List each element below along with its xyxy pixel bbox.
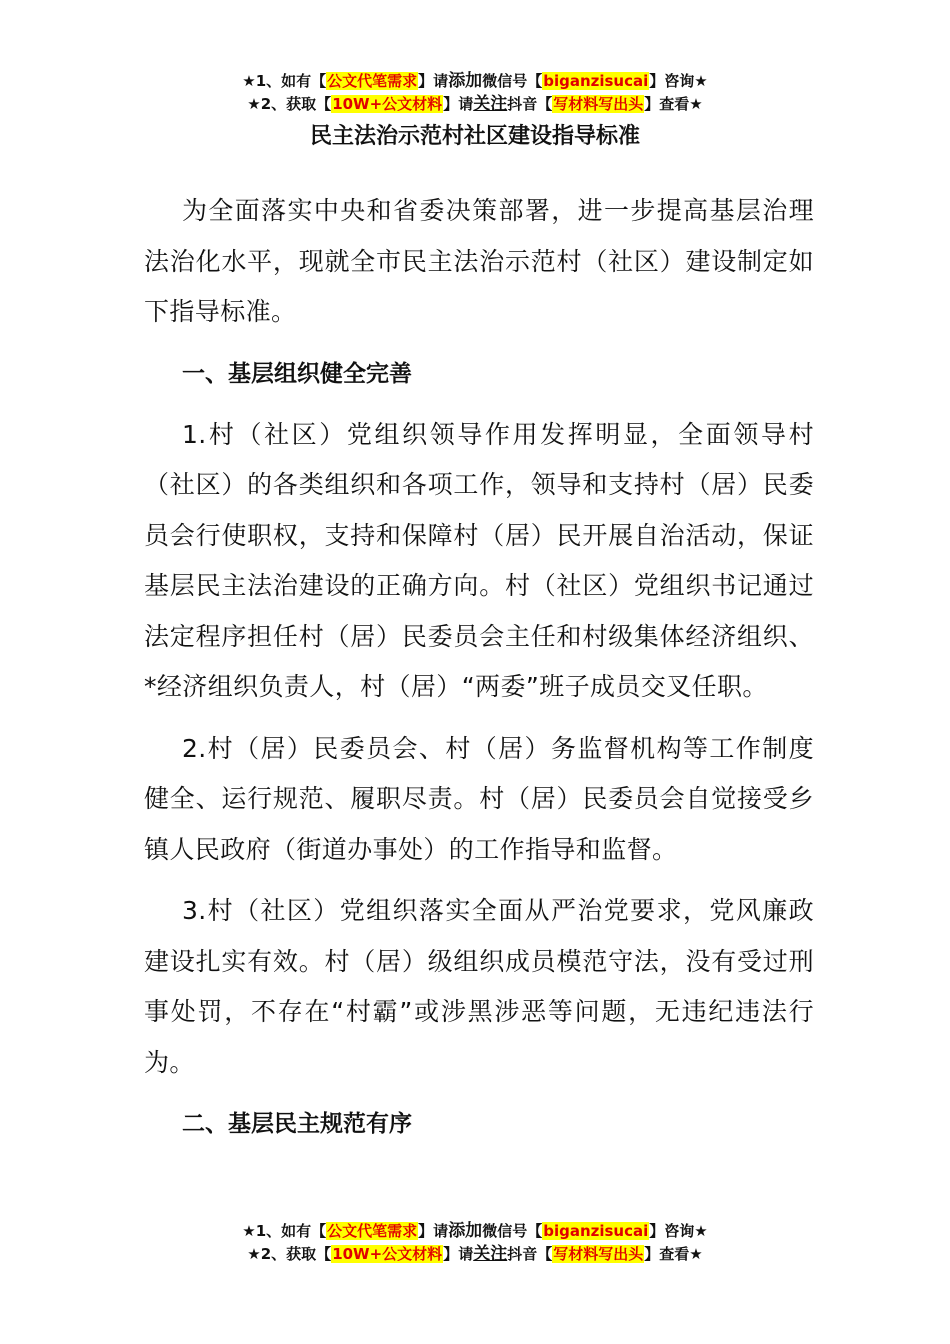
promo-highlight: 写材料写出头	[553, 95, 644, 113]
promo-highlight: biganzisucai	[543, 72, 649, 90]
promo-emphasis: 关注	[473, 1244, 508, 1264]
promo-text: 】查看★	[644, 95, 703, 113]
promo-text: 】请	[443, 1245, 474, 1263]
promo-line-2	[0, 1243, 950, 1266]
promo-text: 抖音【	[507, 95, 553, 113]
promo-banner-bottom	[0, 1220, 950, 1266]
promo-line-2	[0, 93, 950, 116]
promo-text: 】咨询★	[649, 1222, 708, 1240]
promo-banner-top	[0, 70, 950, 116]
document-title: 民主法治示范村社区建设指导标准	[309, 124, 640, 149]
promo-highlight: 公文代笔需求	[327, 72, 418, 90]
promo-text: ★1、如有【	[242, 72, 327, 90]
section-1-item-3: 3.村（社区）党组织落实全面从严治党要求，党风廉政建设扎实有效。村（居）级组织成员模范守法，没有受过刑事处罚，不存在“村霸”或涉黑涉恶等问题，无违纪违法行为。	[144, 896, 814, 1077]
section-1-item-1: 1.村（社区）党组织领导作用发挥明显，全面领导村（社区）的各类组织和各项工作，领导和支持村（居）民委员会行使职权，支持和保障村（居）民开展自治活动，保证基层民主法治建设的正确方向。村（社区）党组织书记通过法定程序担任村（居）民委员会主任和村级集体经济组织、*经济组织负责人，村（居）“两委”班子成员交叉任职。	[144, 419, 814, 701]
promo-text: 】请	[418, 72, 449, 90]
promo-highlight: 10W+公文材料	[332, 95, 443, 113]
promo-emphasis: 添加	[448, 1221, 483, 1241]
promo-text: 抖音【	[507, 1245, 553, 1263]
intro-paragraph: 为全面落实中央和省委决策部署，进一步提高基层治理法治化水平，现就全市民主法治示范村（社区）建设制定如下指导标准。	[144, 196, 814, 326]
section-1-item-2: 2.村（居）民委员会、村（居）务监督机构等工作制度健全、运行规范、履职尽责。村（居）民委员会自觉接受乡镇人民政府（街道办事处）的工作指导和监督。	[144, 733, 814, 864]
promo-text: ★2、获取【	[247, 1245, 332, 1263]
promo-text: 微信号【	[482, 72, 543, 90]
promo-text: 】查看★	[644, 1245, 703, 1263]
section-heading-1: 一、基层组织健全完善	[182, 360, 412, 387]
promo-line-1	[0, 1220, 950, 1243]
promo-text: ★2、获取【	[247, 95, 332, 113]
promo-text: ★1、如有【	[242, 1222, 327, 1240]
promo-text: 】请	[443, 95, 474, 113]
promo-text: 】请	[418, 1222, 449, 1240]
promo-text: 微信号【	[482, 1222, 543, 1240]
promo-line-1	[0, 70, 950, 93]
promo-text: 】咨询★	[649, 72, 708, 90]
promo-highlight: 10W+公文材料	[332, 1245, 443, 1263]
promo-emphasis: 关注	[473, 94, 508, 114]
section-heading-2: 二、基层民主规范有序	[182, 1111, 412, 1137]
promo-emphasis: 添加	[448, 71, 483, 91]
promo-highlight: 公文代笔需求	[327, 1222, 418, 1240]
promo-highlight: biganzisucai	[543, 1222, 649, 1240]
document-body	[144, 186, 814, 1160]
promo-highlight: 写材料写出头	[553, 1245, 644, 1263]
